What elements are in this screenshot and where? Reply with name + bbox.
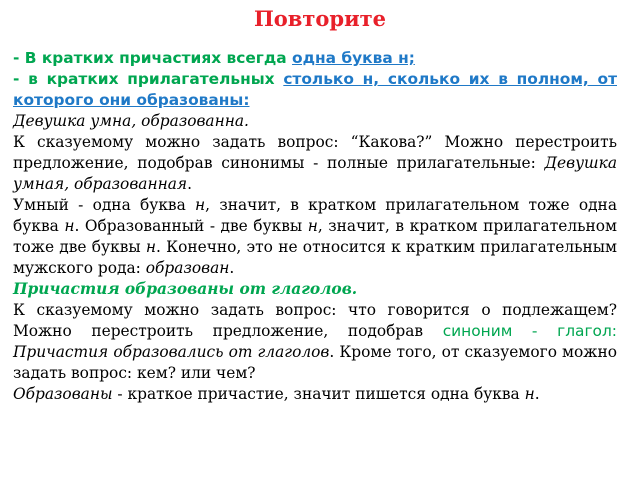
rule-short-participles: - В кратких причастиях всегда одна буква н; — [13, 49, 415, 67]
paragraph-question: К сказуемому можно задать вопрос: “Какова?” Можно перестроить предложение, подобрав синонимы - полные прилагательные: Девушка умная, образованная. — [13, 133, 617, 193]
rule-one-n-highlight: одна буква н; — [292, 49, 415, 67]
slide-title: Повторите — [253, 6, 387, 31]
rule-count-n-highlight: столько н, сколько их в полном, от которого они образованы: — [13, 70, 617, 109]
paragraph-explanation: Умный - одна буква н, значит, в кратком прилагательном тоже одна буква н. Образованный - две буквы н, значит, в кратком прилагательном тоже две буквы н. Конечно, это не относится к кратким прилагательным мужского рода: образован. — [13, 196, 618, 277]
paragraph-conclusion: Образованы - краткое причастие, значит пишется одна буква н. — [13, 385, 540, 403]
example-sentence: Девушка умна, образованна. — [13, 112, 249, 130]
participles-heading: Причастия образованы от глаголов. — [13, 280, 358, 298]
paragraph-participles: К сказуемому можно задать вопрос: что говорится о подлежащем? Можно перестроить предложение, подобрав синоним - глагол: Причастия образовались от глаголов. Кроме того, от сказуемого можно задать вопрос: кем? или чем? — [13, 301, 617, 382]
slide-body — [13, 48, 617, 405]
rule-short-adjectives: - в кратких прилагательных столько н, сколько их в полном, от которого они образованы: — [13, 70, 617, 109]
